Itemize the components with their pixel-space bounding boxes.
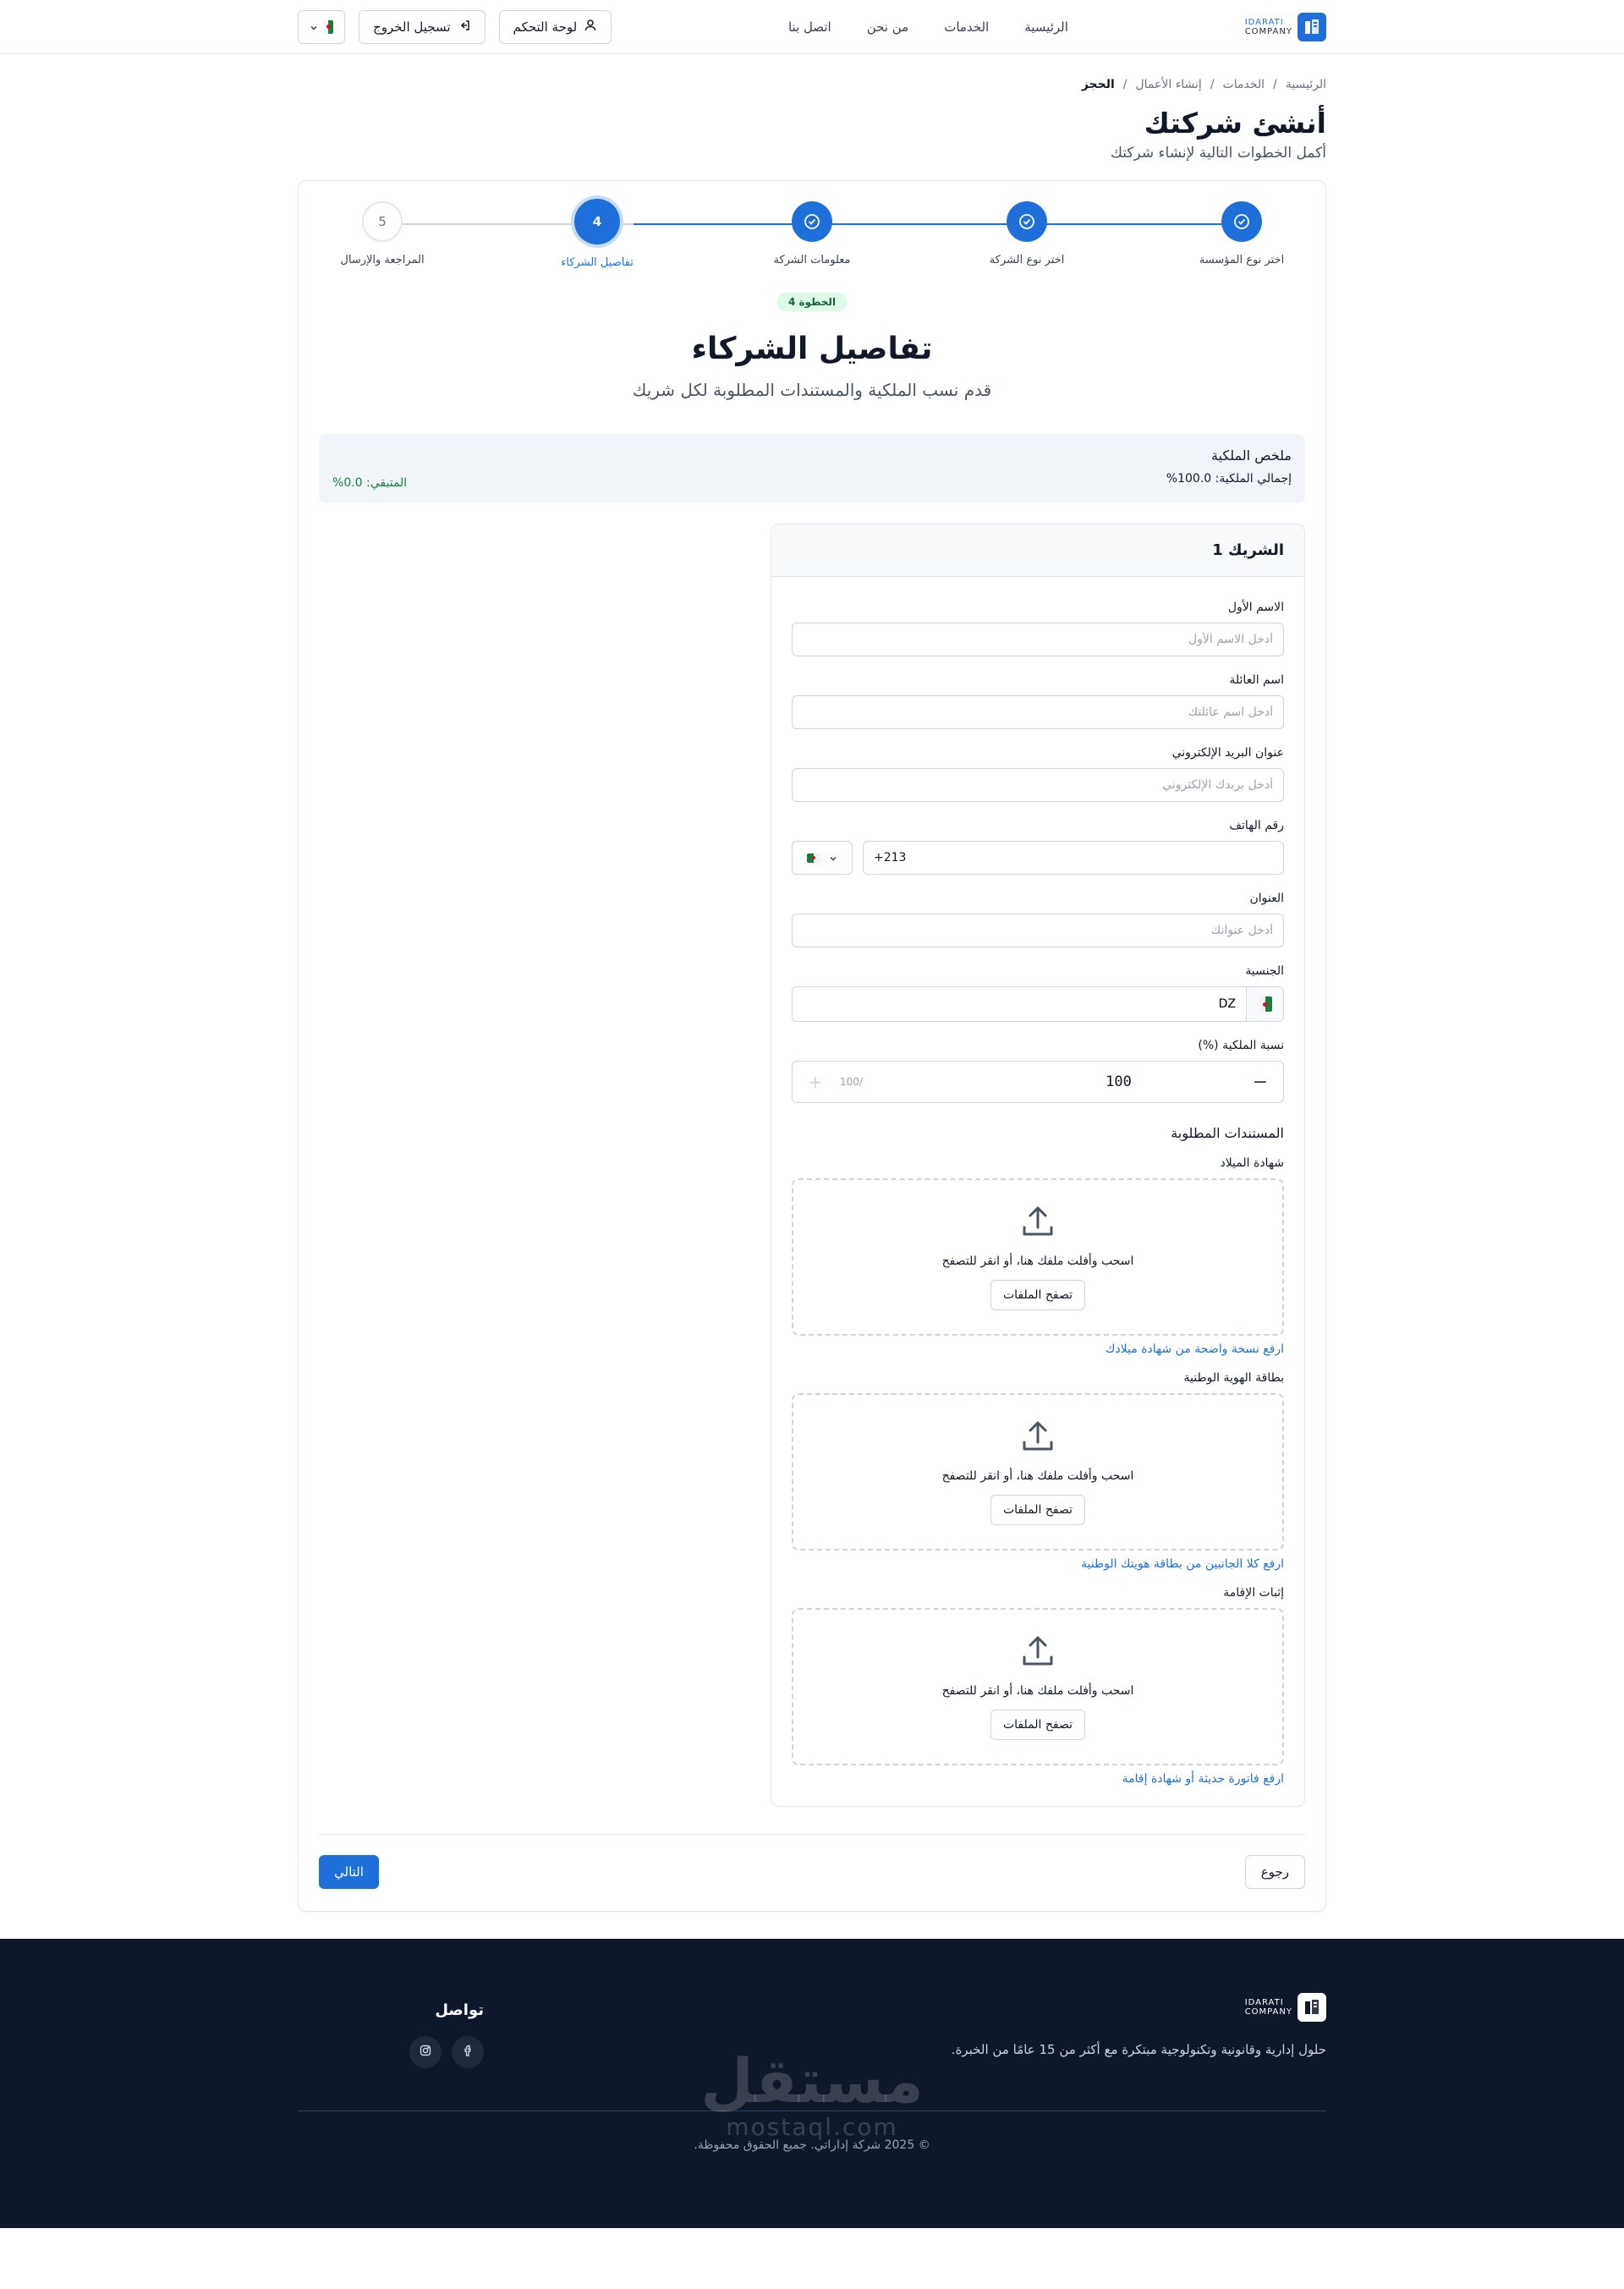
- nav-services[interactable]: الخدمات: [944, 19, 990, 35]
- progress-stepper: [319, 201, 1305, 289]
- browse-files-button[interactable]: تصفح الملفات: [990, 1495, 1085, 1525]
- footer-logo-line2: COMPANY: [1244, 2007, 1292, 2017]
- email-input[interactable]: [792, 768, 1284, 802]
- ownership-stepper: [792, 1061, 1284, 1103]
- ownership-value[interactable]: 100: [1106, 1073, 1132, 1090]
- ownership-max: /100: [840, 1076, 863, 1088]
- step-5-number: 5: [362, 201, 403, 242]
- header-actions: [298, 10, 612, 44]
- logout-icon: [458, 19, 471, 36]
- footer-contact-title: تواصل: [435, 2001, 484, 2019]
- residence-proof-hint: ارفع فاتورة حديثة أو شهادة إقامة: [1122, 1772, 1284, 1786]
- first-name-label: الاسم الأول: [1227, 601, 1284, 614]
- step-5[interactable]: [319, 201, 446, 269]
- partner-title: الشريك 1: [771, 524, 1304, 577]
- dropzone-text: اسحب وأفلت ملفك هنا، أو انقر للتصفح: [941, 1254, 1134, 1268]
- email-label: عنوان البريد الإلكتروني: [1171, 746, 1284, 760]
- check-circle-icon: [792, 201, 832, 242]
- back-button[interactable]: رجوع: [1245, 1855, 1305, 1889]
- documents-title: المستندات المطلوبة: [1171, 1125, 1284, 1141]
- last-name-label: اسم العائلة: [1229, 673, 1284, 687]
- page-subtitle: أكمل الخطوات التالية لإنشاء شركتك: [1110, 145, 1326, 162]
- logo-icon: [1298, 13, 1326, 41]
- algeria-flag-icon: [323, 20, 333, 34]
- wizard-card: [298, 180, 1326, 1912]
- breadcrumb-home[interactable]: الرئيسية: [1285, 78, 1326, 91]
- national-id-hint: ارفع كلا الجانبين من بطاقة هويتك الوطنية: [1081, 1557, 1284, 1571]
- breadcrumb-separator: /: [1122, 78, 1127, 91]
- footer-logo-line1: IDARATI: [1244, 1998, 1284, 2007]
- algeria-flag-icon: [1259, 996, 1272, 1012]
- upload-icon: [1019, 1419, 1056, 1459]
- national-id-label: بطاقة الهوية الوطنية: [1183, 1371, 1284, 1385]
- watermark-latin: mostaql.com: [726, 2113, 898, 2141]
- logout-button[interactable]: [359, 10, 486, 44]
- ownership-label: نسبة الملكية (%): [1198, 1039, 1284, 1052]
- birth-certificate-label: شهادة الميلاد: [1220, 1156, 1284, 1170]
- upload-icon: [1019, 1204, 1056, 1244]
- language-selector[interactable]: [298, 10, 345, 44]
- residence-proof-dropzone[interactable]: [792, 1608, 1284, 1765]
- breadcrumb-separator: /: [1210, 78, 1215, 91]
- nationality-label: الجنسية: [1245, 964, 1284, 978]
- wizard-actions: [319, 1834, 1305, 1889]
- step-1[interactable]: [1178, 201, 1305, 269]
- dashboard-button[interactable]: [499, 10, 612, 44]
- phone-country-select[interactable]: [792, 841, 853, 875]
- first-name-input[interactable]: [792, 623, 1284, 656]
- dropzone-text: اسحب وأفلت ملفك هنا، أو انقر للتصفح: [941, 1684, 1134, 1698]
- nav-home[interactable]: الرئيسية: [1024, 19, 1068, 35]
- chevron-down-icon: [829, 850, 837, 866]
- section-description: قدم نسب الملكية والمستندات المطلوبة لكل شريك: [632, 380, 992, 400]
- dashboard-label: لوحة التحكم: [513, 19, 578, 35]
- logo-icon: [1298, 1993, 1326, 2022]
- chevron-down-icon: [310, 19, 318, 36]
- breadcrumb-current: الحجز: [1081, 78, 1115, 91]
- check-circle-icon: [1007, 201, 1047, 242]
- watermark-arabic: مستقل: [700, 2045, 924, 2116]
- summary-total: إجمالي الملكية: 100.0%: [1166, 472, 1292, 486]
- facebook-link[interactable]: [452, 2036, 484, 2068]
- step-1-label: اختر نوع المؤسسة: [1199, 254, 1285, 266]
- site-header: [0, 0, 1624, 54]
- copyright: © 2025 شركة إداراتي. جميع الحقوق محفوظة.: [694, 2138, 930, 2152]
- address-label: العنوان: [1249, 892, 1284, 905]
- step-3[interactable]: [749, 201, 875, 269]
- nav-contact[interactable]: اتصل بنا: [787, 19, 831, 35]
- summary-remaining: المتبقي: 0.0%: [332, 476, 408, 490]
- user-icon: [584, 19, 597, 36]
- check-circle-icon: [1221, 201, 1262, 242]
- breadcrumb-separator: /: [1273, 78, 1277, 91]
- browse-files-button[interactable]: تصفح الملفات: [990, 1710, 1085, 1740]
- dropzone-text: اسحب وأفلت ملفك هنا، أو انقر للتصفح: [941, 1469, 1134, 1483]
- facebook-icon: [461, 2044, 475, 2061]
- browse-files-button[interactable]: تصفح الملفات: [990, 1280, 1085, 1310]
- phone-input[interactable]: [863, 841, 1284, 875]
- main-content: [298, 78, 1326, 1912]
- footer-logo[interactable]: [937, 1993, 1326, 2022]
- breadcrumb-business[interactable]: إنشاء الأعمال: [1135, 78, 1202, 91]
- ownership-summary: [319, 434, 1305, 503]
- step-3-label: معلومات الشركة: [773, 254, 851, 266]
- main-nav: [788, 19, 1068, 35]
- algeria-flag-icon: [807, 854, 820, 863]
- birth-certificate-hint: ارفع نسخة واضحة من شهادة ميلادك: [1105, 1342, 1284, 1356]
- last-name-input[interactable]: [792, 695, 1284, 729]
- increment-button[interactable]: +: [808, 1072, 823, 1092]
- instagram-link[interactable]: [409, 2036, 442, 2068]
- logo-line1: IDARATI: [1244, 18, 1284, 27]
- instagram-icon: [419, 2044, 432, 2061]
- birth-certificate-dropzone[interactable]: [792, 1178, 1284, 1336]
- footer-description: حلول إدارية وقانونية وتكنولوجية مبتكرة مع أكثر من 15 عامًا من الخبرة.: [951, 2042, 1326, 2057]
- logo-line2: COMPANY: [1244, 27, 1292, 36]
- phone-label: رقم الهاتف: [1229, 819, 1284, 832]
- decrement-button[interactable]: −: [1252, 1071, 1269, 1093]
- step-4[interactable]: [534, 201, 661, 269]
- summary-title: ملخص الملكية: [1211, 447, 1292, 464]
- site-footer: [0, 1939, 1624, 2228]
- nationality-select[interactable]: [792, 986, 1284, 1022]
- breadcrumb: [298, 78, 1326, 91]
- upload-icon: [1019, 1633, 1056, 1674]
- next-button[interactable]: التالي: [319, 1855, 379, 1889]
- header-logo[interactable]: [1245, 13, 1326, 41]
- step-4-number: 4: [574, 199, 620, 244]
- page-title: أنشئ شركتك: [1144, 107, 1326, 140]
- nav-about[interactable]: من نحن: [866, 19, 909, 35]
- partner-card: [771, 524, 1305, 1807]
- breadcrumb-services[interactable]: الخدمات: [1222, 78, 1265, 91]
- national-id-dropzone[interactable]: [792, 1393, 1284, 1551]
- step-2[interactable]: [963, 201, 1090, 269]
- step-badge: الخطوة 4: [776, 293, 848, 311]
- step-5-label: المراجعة والإرسال: [340, 254, 425, 266]
- section-title: تفاصيل الشركاء: [691, 332, 933, 366]
- nationality-input[interactable]: [793, 987, 1246, 1021]
- step-4-label: تفاصيل الشركاء: [561, 256, 634, 269]
- step-2-label: اختر نوع الشركة: [989, 254, 1065, 266]
- address-input[interactable]: [792, 914, 1284, 947]
- logout-label: تسجيل الخروج: [373, 19, 451, 35]
- residence-proof-label: إثبات الإقامة: [1223, 1586, 1284, 1600]
